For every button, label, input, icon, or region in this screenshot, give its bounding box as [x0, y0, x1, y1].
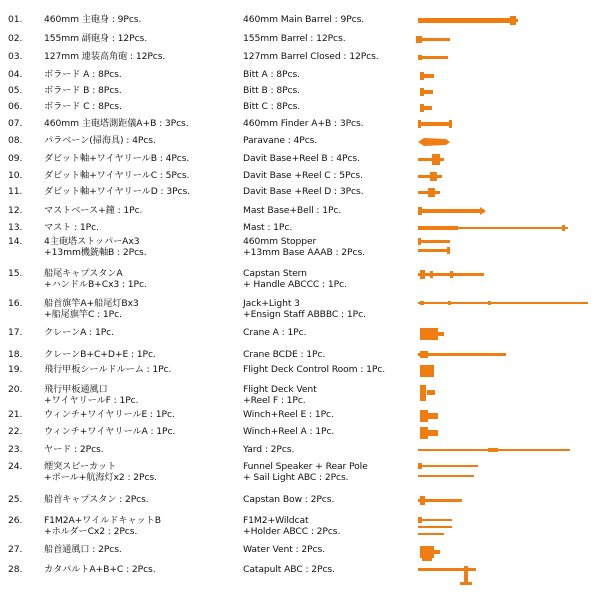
part-name-en: 155mm Barrel : 12Pcs. [243, 33, 346, 44]
part-name-jp: ボラード C : 8Pcs. [44, 101, 122, 112]
part-name-en: Crane BCDE : 1Pc. [243, 349, 326, 360]
part-name-en: Davit Base +Reel D : 3Pcs. [243, 186, 364, 197]
part-number: 25. [8, 494, 23, 505]
water-vent-icon [408, 544, 458, 564]
part-name-en: Mast Base+Bell : 1Pc. [243, 205, 342, 216]
part-name-en: Water Vent : 2Pcs. [243, 544, 326, 555]
deck-vent-icon [408, 384, 448, 404]
yard-icon [408, 444, 578, 458]
mast-icon [408, 222, 578, 236]
part-name-en: 460mm Finder A+B : 3Pcs. [243, 118, 364, 129]
part-name-en: Catapult ABC : 2Pcs. [243, 564, 335, 575]
part-number: 11. [8, 186, 23, 197]
part-number: 28. [8, 564, 23, 575]
part-name-jp: 船尾キャプスタンA +ハンドルB+Cx3 : 1Pc. [44, 268, 147, 290]
control-room-icon [408, 364, 448, 380]
paravane-icon [408, 135, 468, 149]
part-name-jp: 飛行甲板シールドルーム : 1Pc. [44, 364, 172, 375]
barrel-icon [408, 33, 468, 47]
part-name-en: 127mm Barrel Closed : 12Pcs. [243, 51, 379, 62]
part-number: 17. [8, 327, 23, 338]
part-number: 06. [8, 101, 23, 112]
funnel-pole-icon [408, 461, 488, 485]
part-name-en: Winch+Reel A : 1Pc. [243, 426, 335, 437]
part-name-jp: 船首通風口 : 2Pcs. [44, 544, 122, 555]
capstan-bow-icon [408, 494, 488, 508]
davit-reel-icon [408, 186, 468, 200]
part-name-jp: 船首キャプスタン : 2Pcs. [44, 494, 149, 505]
part-name-en: Bitt C : 8Pcs. [243, 101, 301, 112]
part-name-jp: 460mm 主砲塔測距儀A+B : 3Pcs. [44, 118, 189, 129]
part-name-jp: ヤード : 2Pcs. [44, 444, 104, 455]
capstan-stern-icon [408, 268, 488, 282]
davit-reel-icon [408, 170, 468, 184]
part-name-jp: クレーンA : 1Pc. [44, 327, 114, 338]
part-name-en: 460mm Main Barrel : 9Pcs. [243, 14, 365, 25]
part-name-en: Winch+Reel E : 1Pc. [243, 409, 334, 420]
part-number: 15. [8, 268, 23, 279]
jack-ensign-staff-icon [408, 298, 588, 312]
part-name-jp: F1M2A+ワイルドキャットB +ホルダーCx2 : 2Pcs. [44, 515, 161, 537]
part-name-jp: ボラード A : 8Pcs. [44, 69, 122, 80]
part-name-en: Yard : 2Pcs. [243, 444, 295, 455]
part-name-jp: 155mm 副砲身 : 12Pcs. [44, 33, 148, 44]
part-name-jp: パラベーン(掃海具) : 4Pcs. [44, 135, 156, 146]
part-name-jp: ウィンチ+ワイヤリールA : 1Pc. [44, 426, 176, 437]
main-barrel-icon [408, 14, 528, 28]
part-name-jp: 煙突スピーカット +ポール+航海灯x2 : 2Pcs. [44, 461, 157, 483]
part-name-jp: ダビット軸+ワイヤリールD : 3Pcs. [44, 186, 190, 197]
part-name-jp: 船首旗竿A+船尾灯Bx3 +船尾旗竿C : 1Pc. [44, 298, 139, 320]
bitt-icon [408, 101, 448, 115]
part-name-jp: ダビット軸+ワイヤリールB : 4Pcs. [44, 153, 190, 164]
part-name-en: Funnel Speaker + Rear Pole + Sail Light ABC : 2Pcs. [243, 461, 368, 483]
part-name-en: Davit Base+Reel B : 4Pcs. [243, 153, 360, 164]
part-number: 27. [8, 544, 23, 555]
part-name-en: Jack+Light 3 +Ensign Staff ABBBC : 1Pc. [243, 298, 366, 320]
part-number: 21. [8, 409, 23, 420]
part-name-en: 460mm Stopper +13mm Base AAAB : 2Pcs. [243, 236, 365, 258]
part-name-jp: 127mm 連装高角砲 : 12Pcs. [44, 51, 166, 62]
part-number: 02. [8, 33, 23, 44]
part-name-jp: 4主砲塔ストッパーAx3 +13mm機銃軸B : 2Pcs. [44, 236, 147, 258]
part-number: 18. [8, 349, 23, 360]
part-name-en: F1M2+Wildcat +Holder ABCC : 2Pcs. [243, 515, 341, 537]
winch-reel-icon [408, 409, 448, 425]
part-name-jp: ダビット軸+ワイヤリールC : 5Pcs. [44, 170, 190, 181]
mast-base-bell-icon [408, 205, 498, 219]
part-number: 13. [8, 222, 23, 233]
part-name-en: Capstan Stern + Handle ABCCC : 1Pc. [243, 268, 347, 290]
part-number: 14. [8, 236, 23, 247]
part-number: 10. [8, 170, 23, 181]
crane-icon [408, 327, 468, 343]
part-number: 24. [8, 461, 23, 472]
crane-parts-icon [408, 349, 518, 363]
part-name-en: Bitt A : 8Pcs. [243, 69, 300, 80]
finder-icon [408, 118, 468, 132]
part-name-en: Davit Base +Reel C : 5Pcs. [243, 170, 363, 181]
part-name-jp: 飛行甲板通風口 +ワイヤリールF : 1Pc. [44, 384, 139, 406]
part-name-en: Flight Deck Control Room : 1Pc. [243, 364, 386, 375]
part-name-en: Bitt B : 8Pcs. [243, 85, 300, 96]
barrel-closed-icon [408, 51, 468, 65]
winch-reel-icon [408, 426, 448, 442]
part-name-jp: 460mm 主砲身 : 9Pcs. [44, 14, 142, 25]
part-name-en: Flight Deck Vent +Reel F : 1Pc. [243, 384, 317, 406]
part-name-jp: ウィンチ+ワイヤリールE : 1Pc. [44, 409, 175, 420]
catapult-icon [408, 564, 488, 586]
part-number: 03. [8, 51, 23, 62]
part-number: 12. [8, 205, 23, 216]
part-number: 16. [8, 298, 23, 309]
bitt-icon [408, 85, 448, 99]
part-number: 09. [8, 153, 23, 164]
part-name-en: Crane A : 1Pc. [243, 327, 307, 338]
stopper-base-icon [408, 236, 468, 258]
part-number: 22. [8, 426, 23, 437]
part-number: 23. [8, 444, 23, 455]
part-number: 01. [8, 14, 23, 25]
part-number: 26. [8, 515, 23, 526]
f1m2-wildcat-icon [408, 515, 468, 541]
part-number: 04. [8, 69, 23, 80]
part-number: 05. [8, 85, 23, 96]
part-number: 20. [8, 384, 23, 395]
davit-reel-icon [408, 153, 468, 167]
part-name-en: Capstan Bow : 2Pcs. [243, 494, 335, 505]
part-name-jp: マストベース+鐘 : 1Pc. [44, 205, 143, 216]
part-number: 08. [8, 135, 23, 146]
part-name-jp: カタパルトA+B+C : 2Pcs. [44, 564, 156, 575]
part-name-jp: ボラード B : 8Pcs. [44, 85, 122, 96]
bitt-icon [408, 69, 448, 83]
part-number: 19. [8, 364, 23, 375]
part-name-en: Paravane : 4Pcs. [243, 135, 318, 146]
part-name-en: Mast : 1Pc. [243, 222, 293, 233]
part-name-jp: クレーンB+C+D+E : 1Pc. [44, 349, 156, 360]
part-number: 07. [8, 118, 23, 129]
part-name-jp: マスト : 1Pc. [44, 222, 99, 233]
